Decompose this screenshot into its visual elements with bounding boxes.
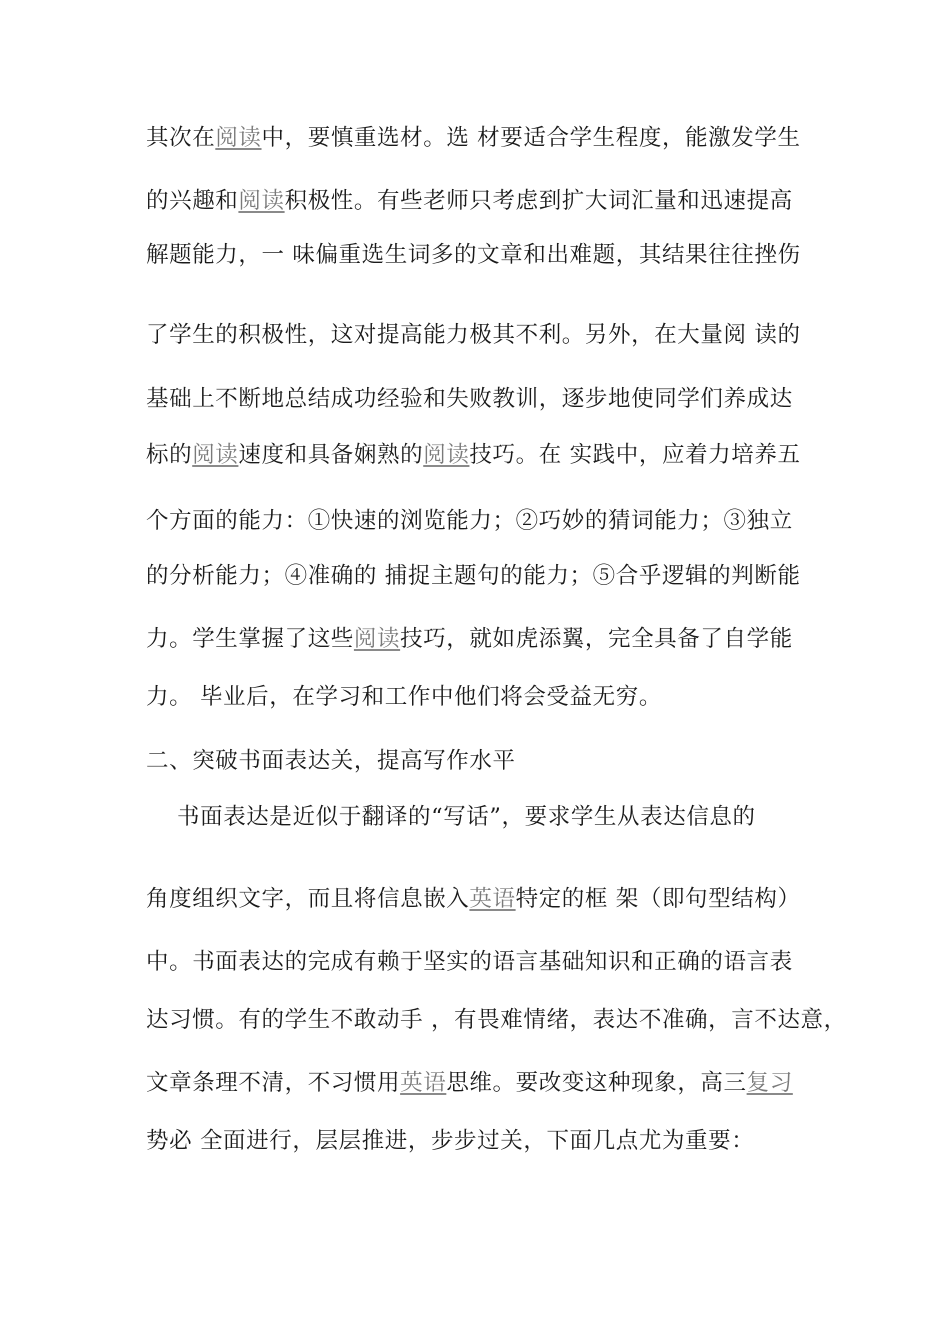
text-segment: 中。书面表达的完成有赖于坚实的语言基础知识和正确的语言表 — [146, 949, 793, 975]
text-segment: 了学生的积极性，这对提高能力极其不利。另外，在大量阅 读的 — [146, 322, 801, 348]
keyword-link[interactable]: 阅读 — [215, 125, 262, 151]
keyword-link[interactable]: 英语 — [400, 1070, 447, 1096]
text-line — [146, 186, 793, 216]
text-segment: 技巧。在 实践中，应着力培养五 — [469, 442, 801, 468]
text-segment: 势必 全面进行，层层推进，步步过关，下面几点尤为重要： — [146, 1128, 755, 1154]
text-segment: 特定的框 架（即句型结构） — [515, 886, 801, 912]
text-segment: 解题能力，一 味偏重选生词多的文章和出难题，其结果往往挫伤 — [146, 242, 801, 268]
text-segment: 二、突破书面表达关，提高写作水平 — [146, 748, 516, 774]
text-line — [146, 320, 801, 350]
text-segment: 书面表达是近似于翻译的“写话”，要求学生从表达信息的 — [146, 804, 756, 830]
text-segment: 速度和具备娴熟的 — [238, 442, 424, 468]
text-line — [146, 624, 793, 654]
text-line — [146, 440, 801, 470]
keyword-link[interactable]: 阅读 — [423, 442, 470, 468]
text-line — [146, 1005, 847, 1035]
text-segment: 中，要慎重选材。选 材要适合学生程度，能激发学生 — [261, 125, 801, 151]
text-line — [146, 384, 793, 414]
text-segment: 个方面的能力：①快速的浏览能力；②巧妙的猜词能力；③独立 — [146, 508, 793, 534]
text-line — [146, 240, 801, 270]
text-segment: 力。 毕业后，在学习和工作中他们将会受益无穷。 — [146, 684, 662, 710]
keyword-link[interactable]: 阅读 — [238, 188, 285, 214]
text-line — [146, 1068, 793, 1098]
text-segment: 技巧，就如虎添翼，完全具备了自学能 — [400, 626, 793, 652]
text-segment: 其次在 — [146, 125, 216, 151]
text-line — [146, 682, 662, 712]
text-segment: 的分析能力；④准确的 捕捉主题句的能力；⑤合乎逻辑的判断能 — [146, 563, 801, 589]
text-line — [146, 802, 756, 832]
keyword-link[interactable]: 复习 — [746, 1070, 793, 1096]
section-heading — [146, 746, 516, 776]
keyword-link[interactable]: 阅读 — [353, 626, 401, 652]
text-line — [146, 506, 793, 536]
text-line — [146, 123, 801, 153]
text-line — [146, 947, 793, 977]
text-line — [146, 561, 801, 591]
text-segment: 力。学生掌握了这些 — [146, 626, 354, 652]
text-segment: 标的 — [146, 442, 193, 468]
text-segment: 思维。要改变这种现象，高三 — [446, 1070, 747, 1096]
keyword-link[interactable]: 阅读 — [192, 442, 239, 468]
text-segment: 的兴趣和 — [146, 188, 239, 214]
text-segment: 积极性。有些老师只考虑到扩大词汇量和迅速提高 — [284, 188, 793, 214]
text-line — [146, 1126, 754, 1156]
text-segment: 角度组织文字，而且将信息嵌入 — [146, 886, 470, 912]
text-segment: 基础上不断地总结成功经验和失败教训，逐步地使同学们养成达 — [146, 386, 793, 412]
keyword-link[interactable]: 英语 — [469, 886, 516, 912]
text-segment: 达习惯。有的学生不敢动手 ，有畏难情绪，表达不准确，言不达意， — [146, 1007, 847, 1033]
text-line — [146, 884, 801, 914]
text-segment: 文章条理不清，不习惯用 — [146, 1070, 401, 1096]
